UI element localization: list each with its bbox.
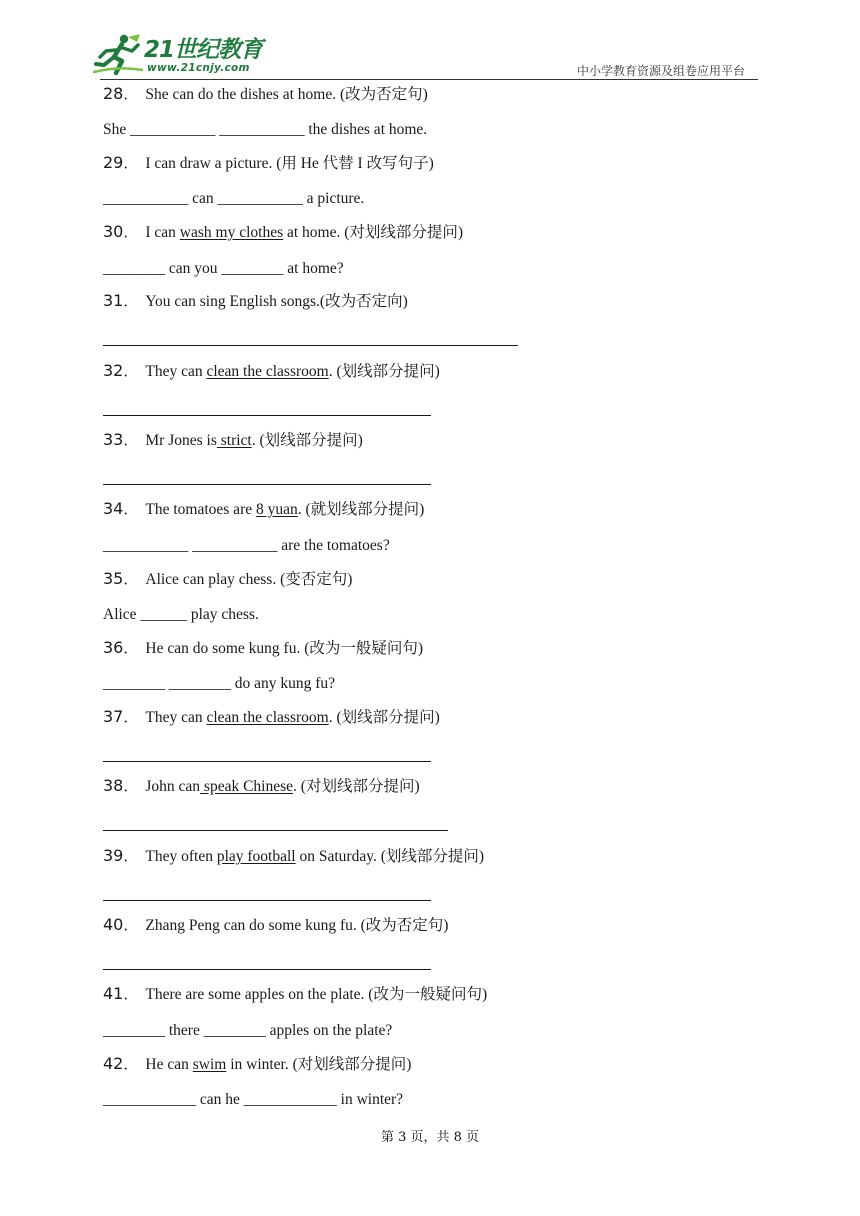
question-number: 34 bbox=[103, 499, 124, 518]
page-header bbox=[0, 0, 860, 86]
answer-34[interactable]: ___________ ___________ are the tomatoes? bbox=[103, 537, 390, 554]
question-35: 35． Alice can play chess. (变否定句) bbox=[103, 569, 353, 588]
answer-36[interactable]: ________ ________ do any kung fu? bbox=[103, 675, 336, 692]
logo-url: www.21cnjy.com bbox=[147, 62, 250, 74]
question-32: 32． They can clean the classroom. (划线部分提问) bbox=[103, 361, 440, 380]
question-text: Zhang Peng can do some kung fu. (改为否定句) bbox=[145, 917, 449, 934]
answer-line-38[interactable] bbox=[103, 830, 448, 831]
question-36: 36． He can do some kung fu. (改为一般疑问句) bbox=[103, 638, 424, 657]
answer-41[interactable]: ________ there ________ apples on the plate? bbox=[103, 1022, 393, 1039]
question-number: 37 bbox=[103, 707, 124, 726]
question-text-end: on Saturday. (划线部分提问) bbox=[295, 848, 485, 865]
question-text-end: . (划线部分提问) bbox=[251, 432, 363, 449]
question-number: 41 bbox=[103, 984, 124, 1003]
underlined-phrase: swim bbox=[192, 1056, 227, 1073]
question-30: 30． I can wash my clothes at home. (对划线部分提问) bbox=[103, 222, 464, 241]
question-40: 40． Zhang Peng can do some kung fu. (改为否定句) bbox=[103, 915, 449, 934]
question-text-end: . (划线部分提问) bbox=[328, 363, 440, 380]
question-31: 31． You can sing English songs.(改为否定向) bbox=[103, 291, 408, 310]
question-text-end: . (对划线部分提问) bbox=[293, 778, 420, 795]
answer-line-32[interactable] bbox=[103, 415, 431, 416]
answer-line-39[interactable] bbox=[103, 900, 431, 901]
question-text: They can bbox=[145, 709, 207, 726]
question-text: There are some apples on the plate. (改为一般疑问句) bbox=[145, 986, 488, 1003]
underlined-phrase: wash my clothes bbox=[179, 224, 284, 241]
answer-42[interactable]: ____________ can he ____________ in winter? bbox=[103, 1091, 404, 1108]
answer-35[interactable]: Alice ______ play chess. bbox=[103, 606, 259, 623]
question-number: 30 bbox=[103, 222, 124, 241]
question-text: The tomatoes are bbox=[145, 501, 256, 518]
underlined-phrase: 8 yuan bbox=[255, 501, 298, 518]
question-41: 41． There are some apples on the plate. (改为一般疑问句) bbox=[103, 984, 488, 1003]
header-divider bbox=[100, 79, 758, 80]
question-number: 39 bbox=[103, 846, 124, 865]
question-34: 34． The tomatoes are 8 yuan. (就划线部分提问) bbox=[103, 499, 425, 518]
site-logo[interactable] bbox=[92, 33, 262, 79]
question-text: Alice can play chess. (变否定句) bbox=[145, 571, 353, 588]
question-text: They can bbox=[145, 363, 207, 380]
question-text: He can do some kung fu. (改为一般疑问句) bbox=[145, 640, 424, 657]
question-text: John can bbox=[145, 778, 201, 795]
underlined-phrase: play football bbox=[216, 848, 296, 865]
question-37: 37． They can clean the classroom. (划线部分提问) bbox=[103, 707, 440, 726]
question-number: 35 bbox=[103, 569, 124, 588]
question-number: 32 bbox=[103, 361, 124, 380]
answer-line-33[interactable] bbox=[103, 484, 431, 485]
answer-line-31[interactable] bbox=[103, 345, 518, 346]
question-number: 38 bbox=[103, 776, 124, 795]
question-text-end: at home. (对划线部分提问) bbox=[283, 224, 464, 241]
question-39: 39． They often play football on Saturday. (划线部分提问) bbox=[103, 846, 485, 865]
question-42: 42． He can swim in winter. (对划线部分提问) bbox=[103, 1054, 412, 1073]
page-number: 第 3 页，共 8 页 bbox=[380, 1130, 480, 1145]
platform-text: 中小学教育资源及组卷应用平台 bbox=[576, 64, 745, 78]
logo-text: 21世纪教育 bbox=[144, 37, 263, 63]
underlined-phrase: clean the classroom bbox=[206, 709, 329, 726]
underlined-phrase: speak Chinese bbox=[200, 778, 294, 795]
question-text: You can sing English songs.(改为否定向) bbox=[145, 293, 408, 310]
question-number: 33 bbox=[103, 430, 124, 449]
question-text: They often bbox=[145, 848, 217, 865]
answer-30[interactable]: ________ can you ________ at home? bbox=[103, 260, 344, 277]
question-number: 42 bbox=[103, 1054, 124, 1073]
question-text: Mr Jones is bbox=[145, 432, 217, 449]
question-28: 28． She can do the dishes at home. (改为否定句) bbox=[103, 84, 428, 103]
question-number: 28 bbox=[103, 84, 124, 103]
question-text: I can draw a picture. (用 He 代替 I 改写句子) bbox=[145, 155, 434, 172]
question-number: 36 bbox=[103, 638, 124, 657]
question-text-end: . (划线部分提问) bbox=[328, 709, 440, 726]
underlined-phrase: clean the classroom bbox=[206, 363, 329, 380]
question-text: He can bbox=[145, 1056, 193, 1073]
answer-line-40[interactable] bbox=[103, 969, 431, 970]
question-number: 31 bbox=[103, 291, 124, 310]
question-number: 29 bbox=[103, 153, 124, 172]
question-text-end: in winter. (对划线部分提问) bbox=[226, 1056, 412, 1073]
runner-logo-icon bbox=[92, 33, 144, 77]
underlined-phrase: strict bbox=[216, 432, 252, 449]
question-33: 33． Mr Jones is strict. (划线部分提问) bbox=[103, 430, 363, 449]
answer-28[interactable]: She ___________ ___________ the dishes at home. bbox=[103, 121, 428, 138]
answer-29[interactable]: ___________ can ___________ a picture. bbox=[103, 190, 365, 207]
question-text: She can do the dishes at home. (改为否定句) bbox=[145, 86, 428, 103]
question-text-end: . (就划线部分提问) bbox=[297, 501, 425, 518]
question-text: I can bbox=[145, 224, 180, 241]
answer-line-37[interactable] bbox=[103, 761, 431, 762]
question-29: 29． I can draw a picture. (用 He 代替 I 改写句子) bbox=[103, 153, 434, 172]
question-38: 38． John can speak Chinese. (对划线部分提问) bbox=[103, 776, 420, 795]
question-number: 40 bbox=[103, 915, 124, 934]
